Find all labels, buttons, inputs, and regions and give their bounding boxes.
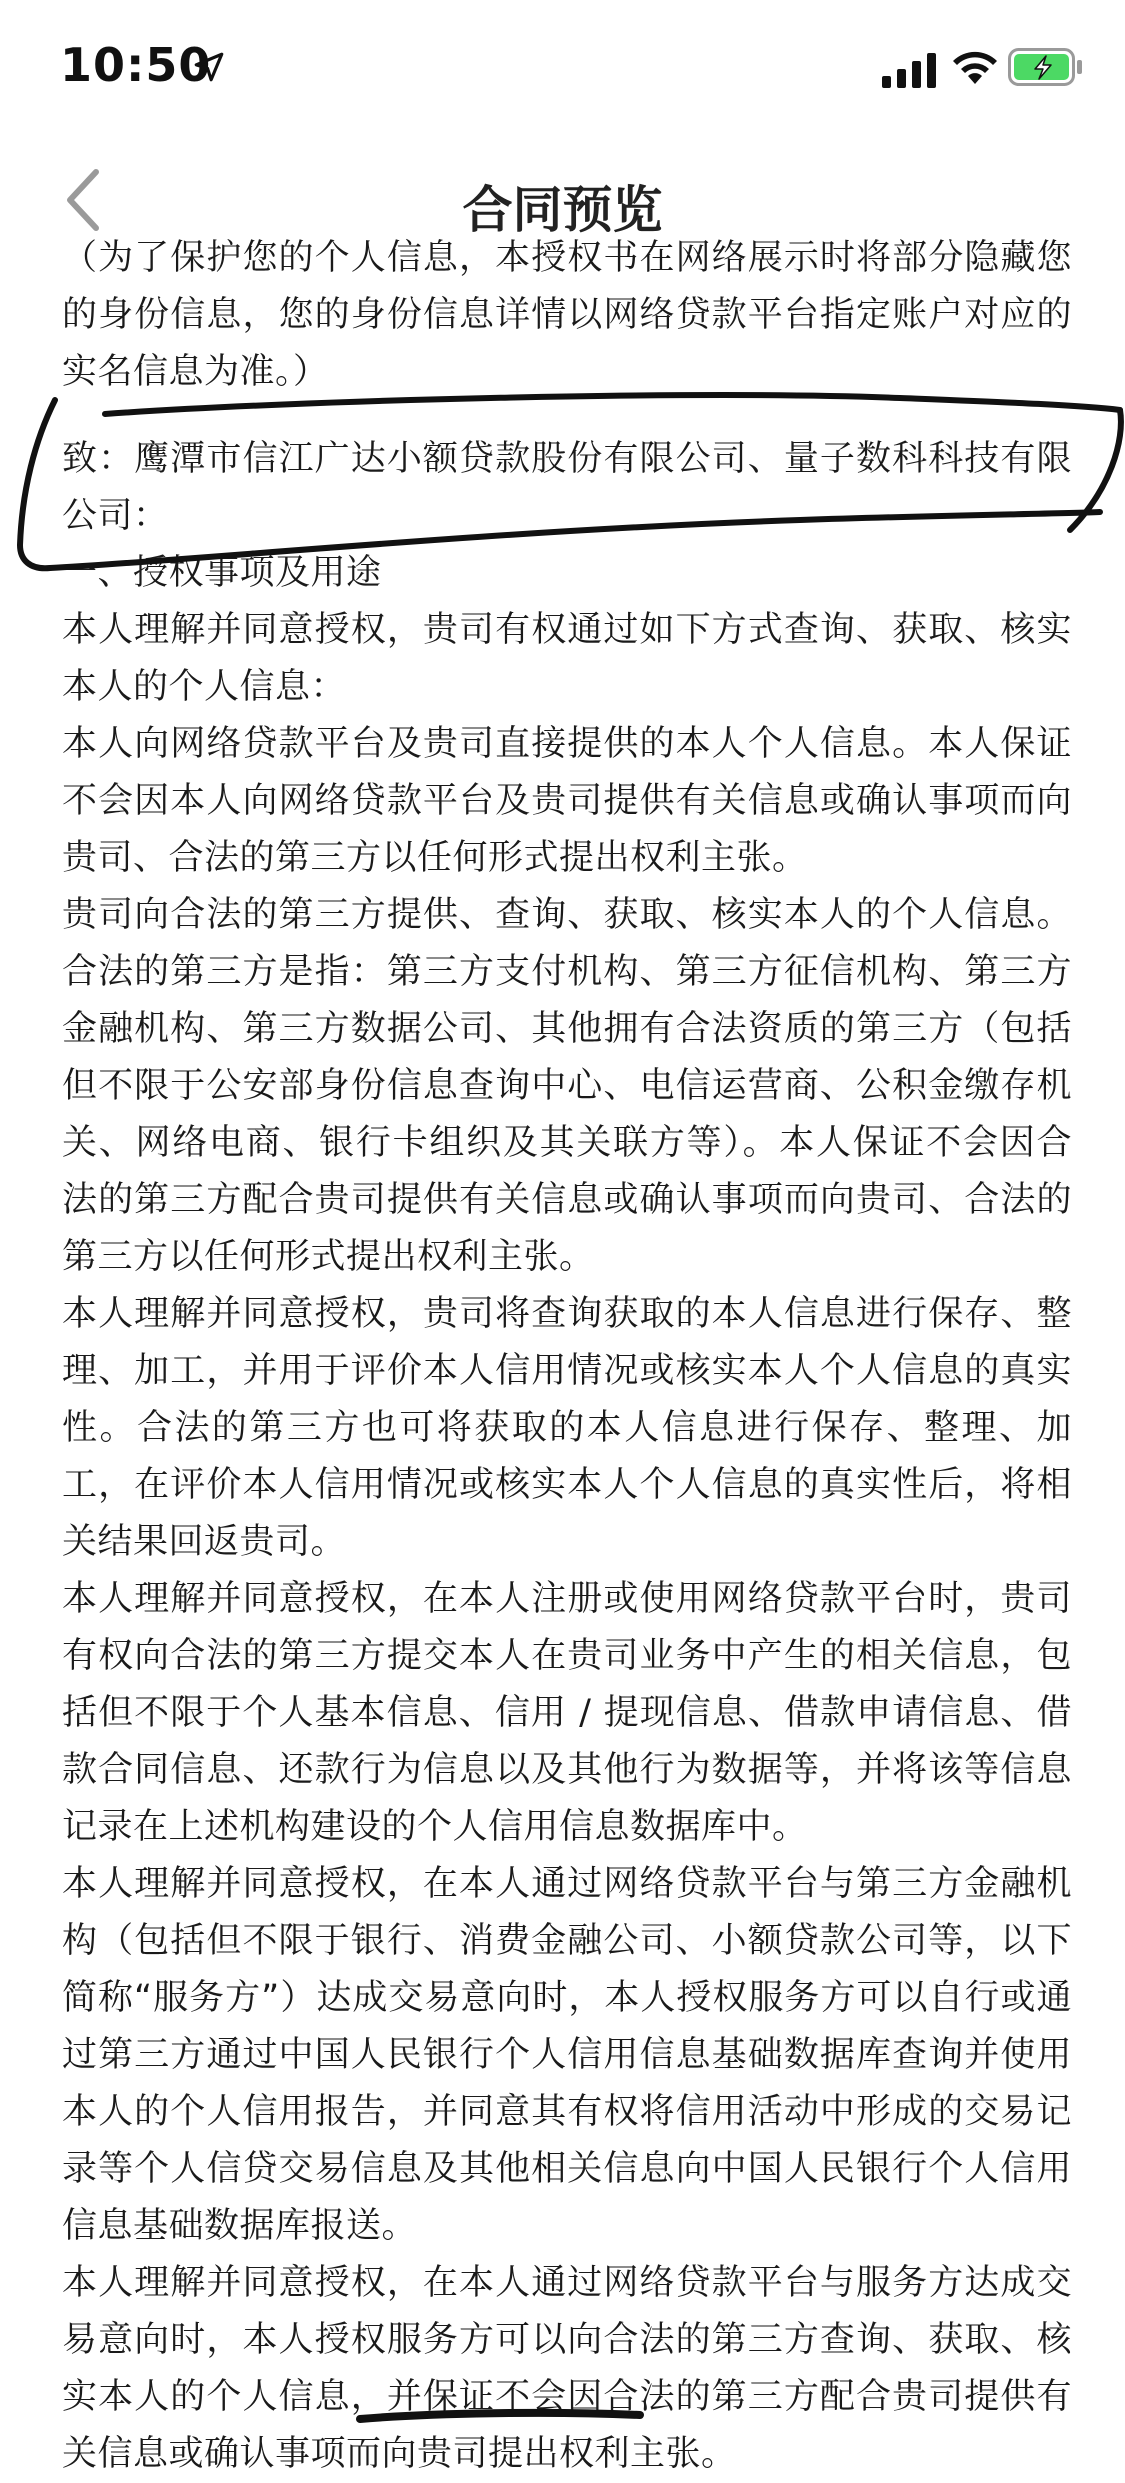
location-arrow-icon — [192, 50, 226, 84]
contract-paragraph: 本人理解并同意授权，贵司将查询获取的本人信息进行保存、整理、加工，并用于评价本人信用情况或核实本人个人信息的真实性。合法的第三方也可将获取的本人信息进行保存、整理、加工，在评价本人信用情况或核实本人个人信息的真实性后，将相关结果回返贵司。 — [62, 1294, 1072, 1562]
contract-paragraph: 贵司向合法的第三方提供、查询、获取、核实本人的个人信息。合法的第三方是指：第三方支付机构、第三方征信机构、第三方金融机构、第三方数据公司、其他拥有合法资质的第三方（包括但不限于公安部身份信息查询中心、电信运营商、公积金缴存机关、网络电商、银行卡组织及其关联方等）。本人保证不会因合法的第三方配合贵司提供有关信息或确认事项而向贵司、合法的第三方以任何形式提出权利主张。 — [62, 895, 1072, 1277]
privacy-note: （为了保护您的个人信息，本授权书在网络展示时将部分隐藏您的身份信息，您的身份信息详情以网络贷款平台指定账户对应的实名信息为准。） — [62, 238, 1072, 392]
contract-content[interactable] — [0, 238, 1125, 2474]
contract-paragraph: 本人理解并同意授权，在本人通过网络贷款平台与服务方达成交易意向时，本人授权服务方可以向合法的第三方查询、获取、核实本人的个人信息，并保证不会因合法的第三方配合贵司提供有关信息或确认事项而向贵司提出权利主张。 — [62, 2263, 1072, 2474]
contract-paragraph: 本人理解并同意授权，在本人通过网络贷款平台与第三方金融机构（包括但不限于银行、消费金融公司、小额贷款公司等，以下简称“服务方”）达成交易意向时，本人授权服务方可以自行或通过第三方通过中国人民银行个人信用信息基础数据库查询并使用本人的个人信用报告，并同意其有权将信用活动中形成的交易记录等个人信贷交易信息及其他相关信息向中国人民银行个人信用信息基础数据库报送。 — [62, 1864, 1072, 2246]
status-bar — [0, 0, 1125, 140]
battery-charging-icon — [1008, 48, 1084, 86]
contract-paragraph: 本人理解并同意授权，贵司有权通过如下方式查询、获取、核实本人的个人信息： — [62, 610, 1072, 707]
contract-paragraph: 本人理解并同意授权，在本人注册或使用网络贷款平台时，贵司有权向合法的第三方提交本人在贵司业务中产生的相关信息，包括但不限于个人基本信息、信用 / 提现信息、借款申请信息、借款合同信息、还款行为信息以及其他行为数据等，并将该等信息记录在上述机构建设的个人信用信息数据库中。 — [62, 1579, 1072, 1847]
page-title: 合同预览 — [462, 181, 663, 239]
status-time: 10:50 — [60, 38, 212, 92]
contract-paragraph: 本人向网络贷款平台及贵司直接提供的本人个人信息。本人保证不会因本人向网络贷款平台及贵司提供有关信息或确认事项而向贵司、合法的第三方以任何形式提出权利主张。 — [62, 724, 1072, 878]
contract-document — [62, 230, 1072, 2483]
wifi-icon — [950, 46, 1000, 86]
cellular-signal-icon — [880, 52, 940, 88]
section-heading: 一、授权事项及用途 — [62, 553, 382, 593]
addressee: 致：鹰潭市信江广达小额贷款股份有限公司、量子数科科技有限公司： — [62, 439, 1072, 536]
